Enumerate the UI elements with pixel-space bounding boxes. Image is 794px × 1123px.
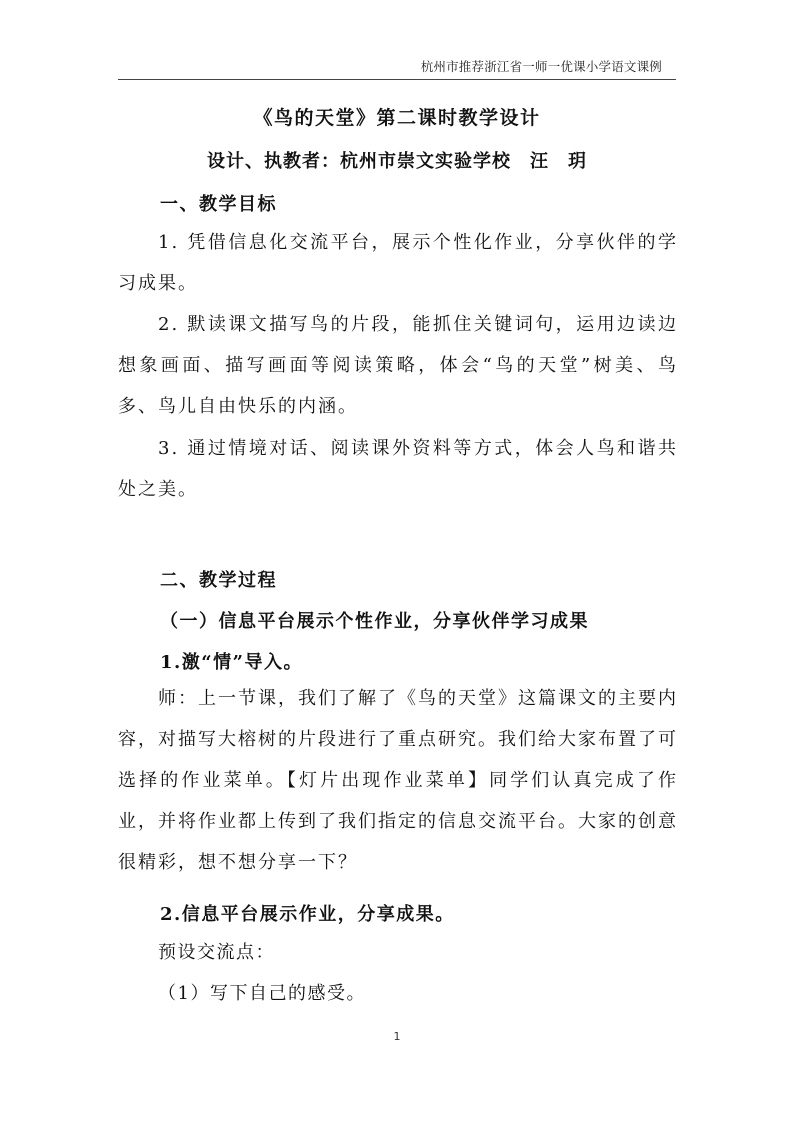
subsection-heading: （一）信息平台展示个性作业，分享伙伴学习成果 (160, 611, 589, 632)
step2-heading: 2.信息平台展示作业，分享成果。 (160, 904, 455, 925)
goal-item-3: 3. 通过情境对话、阅读课外资料等方式，体会人鸟和谐共处之美。 (118, 438, 678, 500)
preset-label: 预设交流点： (158, 942, 275, 963)
header-divider (118, 79, 676, 80)
page-header: 杭州市推荐浙江省一师一优课小学语文课例 (420, 59, 662, 74)
goal-item-2: 2. 默读课文描写鸟的片段，能抓住关键词句，运用边读边想象画面、描写画面等阅读策略，体会“鸟的天堂”树美、鸟多、鸟儿自由快乐的内涵。 (118, 314, 678, 417)
document-author: 设计、执教者：杭州市崇文实验学校 汪 玥 (207, 151, 587, 172)
page-number: 1 (393, 1030, 401, 1043)
goal-item-1: 1. 凭借信息化交流平台，展示个性化作业，分享伙伴的学习成果。 (118, 232, 678, 294)
section-heading-goals: 一、教学目标 (160, 194, 277, 215)
document-title: 《鸟的天堂》第二课时教学设计 (253, 107, 541, 129)
step1-paragraph: 师：上一节课，我们了解了《鸟的天堂》这篇课文的主要内容，对描写大榕树的片段进行了重点研究。我们给大家布置了可选择的作业菜单。【灯片出现作业菜单】同学们认真完成了作业，并将作业都上传到了我们指定的信息交流平台。大家的创意很精彩，想不想分享一下？ (118, 688, 678, 873)
section-heading-process: 二、教学过程 (160, 570, 277, 591)
point-1: （1）写下自己的感受。 (158, 983, 366, 1004)
step1-heading: 1.激“情”导入。 (160, 652, 303, 673)
